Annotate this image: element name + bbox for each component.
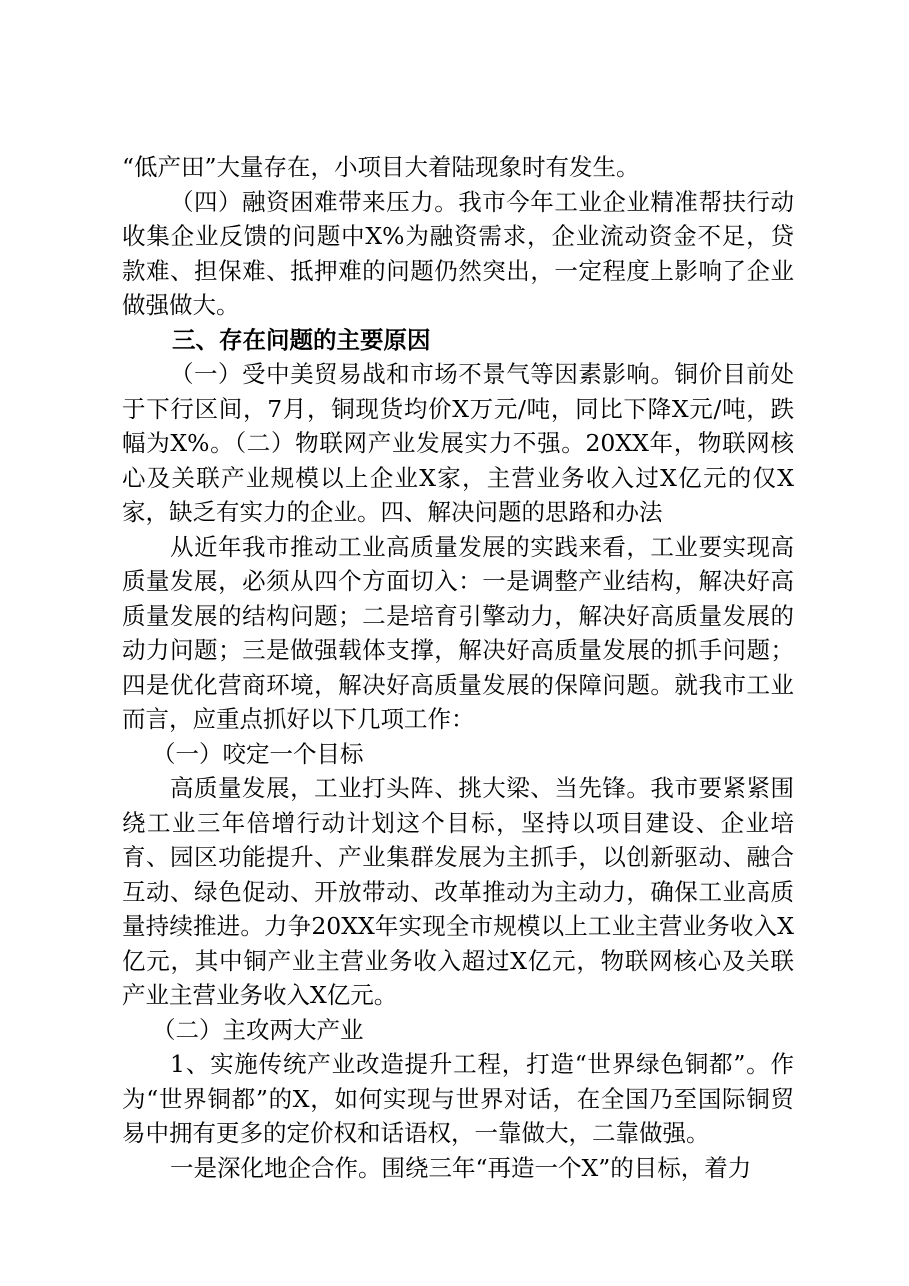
document-body (122, 150, 794, 1185)
paragraph-goal: 高质量发展，工业打头阵、挑大梁、当先锋。我市要紧紧围绕工业三年倍增行动计划这个目标，坚持以项目建设、企业培育、园区功能提升、产业集群发展为主抓手，以创新驱动、融合互动、绿色促动、开放带动、改革推动为主动力，确保工业高质量持续推进。力争20XX年实现全市规模以上工业主营业务收入X亿元，其中铜产业主营业务收入超过X亿元，物联网核心及关联产业主营业务收入X亿元。 (122, 774, 794, 1009)
subheading-one-goal: （一）咬定一个目标 (152, 739, 364, 768)
paragraph-cooperation: 一是深化地企合作。围绕三年“再造一个X”的目标，着力 (170, 1153, 752, 1182)
paragraph-approach: 从近年我市推动工业高质量发展的实践来看，工业要实现高质量发展，必须从四个方面切入：一是调整产业结构，解决好高质量发展的结构问题；二是培育引擎动力，解决好高质量发展的动力问题；三是做强载体支撑，解决好高质量发展的抓手问题；四是优化营商环境，解决好高质量发展的保障问题。就我市工业而言，应重点抓好以下几项工作： (122, 532, 794, 733)
paragraph-copper-capital: 1、实施传统产业改造提升工程，打造“世界绿色铜都”。作为“世界铜都”的X，如何实现与世界对话，在全国乃至国际铜贸易中拥有更多的定价权和话语权，一靠做大，二靠做强。 (122, 1050, 794, 1147)
subheading-two-industries: （二）主攻两大产业 (152, 1015, 364, 1044)
paragraph-financing-pressure: （四）融资困难带来压力。我市今年工业企业精准帮扶行动收集企业反馈的问题中X%为融资需求，企业流动资金不足，贷款难、担保难、抵押难的问题仍然突出，一定程度上影响了企业做强做大。 (122, 187, 794, 319)
paragraph-continuation: “低产田”大量存在，小项目大着陆现象时有发生。 (122, 153, 640, 181)
paragraph-causes: （一）受中美贸易战和市场不景气等因素影响。铜价目前处于下行区间，7月，铜现货均价X万元/吨，同比下降X元/吨，跌幅为X%。（二）物联网产业发展实力不强。20XX年，物联网核心及关联产业规模以上企业X家，主营业务收入过X亿元的仅X家，缺乏有实力的企业。四、解决问题的思路和办法 (122, 360, 794, 526)
section-heading-main-causes: 三、存在问题的主要原因 (172, 325, 431, 354)
